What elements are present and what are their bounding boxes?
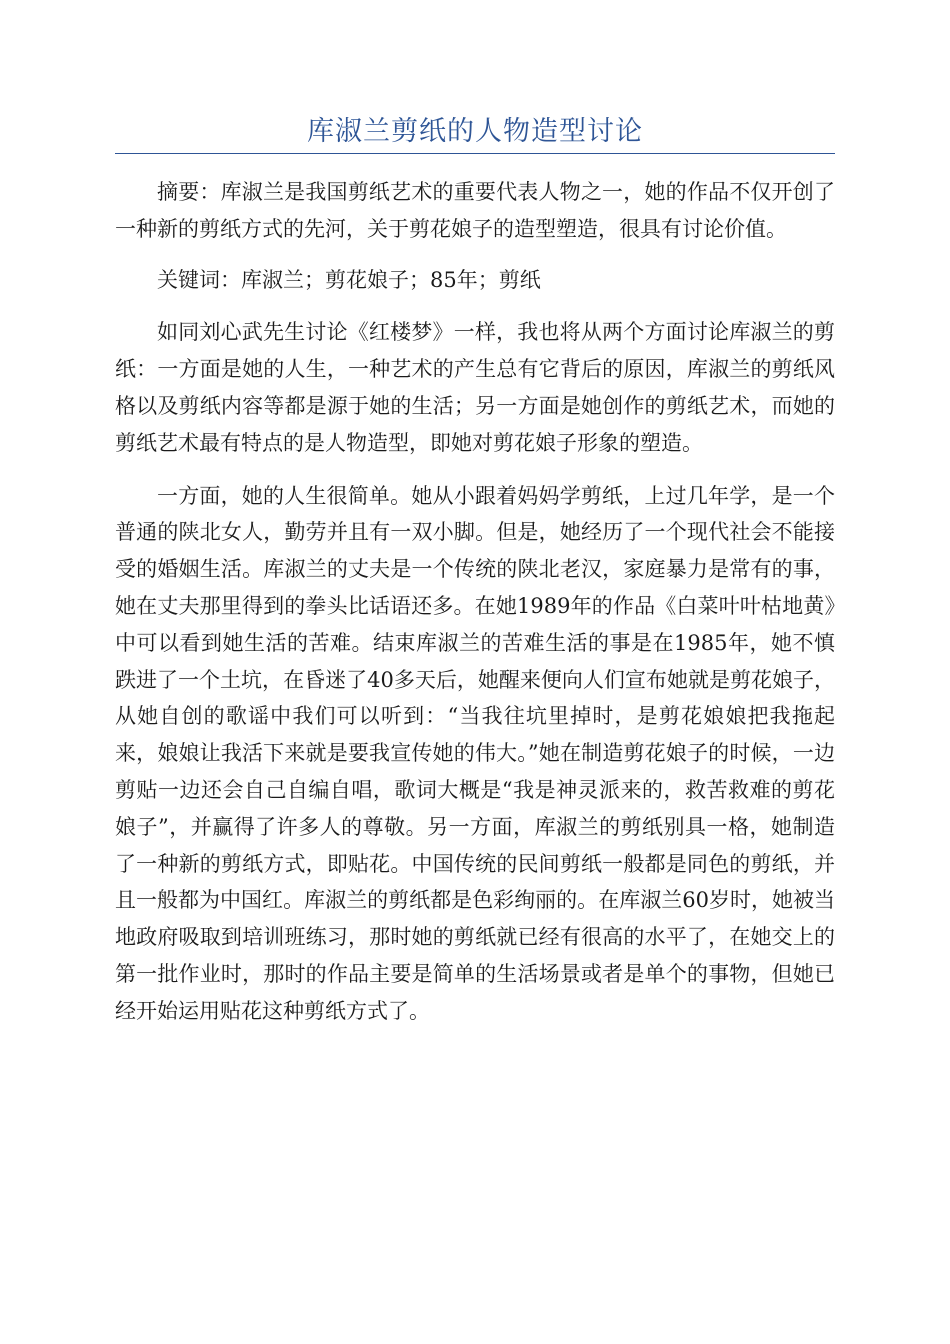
document-body — [115, 174, 835, 1030]
document-title: 库淑兰剪纸的人物造型讨论 — [307, 116, 643, 147]
life-paragraph: 一方面，她的人生很简单。她从小跟着妈妈学剪纸，上过几年学，是一个普通的陕北女人，勤劳并且有一双小脚。但是，她经历了一个现代社会不能接受的婚姻生活。库淑兰的丈夫是一个传统的陕北老汉，家庭暴力是常有的事，她在丈夫那里得到的拳头比话语还多。在她1989年的作品《白菜叶叶枯地黄》中可以看到她生活的苦难。结束库淑兰的苦难生活的事是在1985年，她不慎跌进了一个土坑，在昏迷了40多天后，她醒来便向人们宣布她就是剪花娘子，从她自创的歌谣中我们可以听到：“当我往坑里掉时，是剪花娘娘把我拖起来，娘娘让我活下来就是要我宣传她的伟大。”她在制造剪花娘子的时候，一边剪贴一边还会自己自编自唱，歌词大概是“我是神灵派来的，救苦救难的剪花娘子”，并赢得了许多人的尊敬。另一方面，库淑兰的剪纸别具一格，她制造了一种新的剪纸方式，即贴花。中国传统的民间剪纸一般都是同色的剪纸，并且一般都为中国红。库淑兰的剪纸都是色彩绚丽的。在库淑兰60岁时，她被当地政府吸取到培训班练习，那时她的剪纸就已经有很高的水平了，在她交上的第一批作业时，那时的作品主要是简单的生活场景或者是单个的事物，但她已经开始运用贴花这种剪纸方式了。 — [115, 483, 835, 1023]
keywords-paragraph: 关键词：库淑兰；剪花娘子；85年；剪纸 — [157, 267, 541, 292]
intro-paragraph: 如同刘心武先生讨论《红楼梦》一样，我也将从两个方面讨论库淑兰的剪纸：一方面是她的人生，一种艺术的产生总有它背后的原因，库淑兰的剪纸风格以及剪纸内容等都是源于她的生活；另一方面是她创作的剪纸艺术，而她的剪纸艺术最有特点的是人物造型，即她对剪花娘子形象的塑造。 — [115, 320, 835, 455]
abstract-paragraph: 摘要：库淑兰是我国剪纸艺术的重要代表人物之一，她的作品不仅开创了一种新的剪纸方式的先河，关于剪花娘子的造型塑造，很具有讨论价值。 — [115, 180, 835, 241]
title-underline — [115, 153, 835, 154]
